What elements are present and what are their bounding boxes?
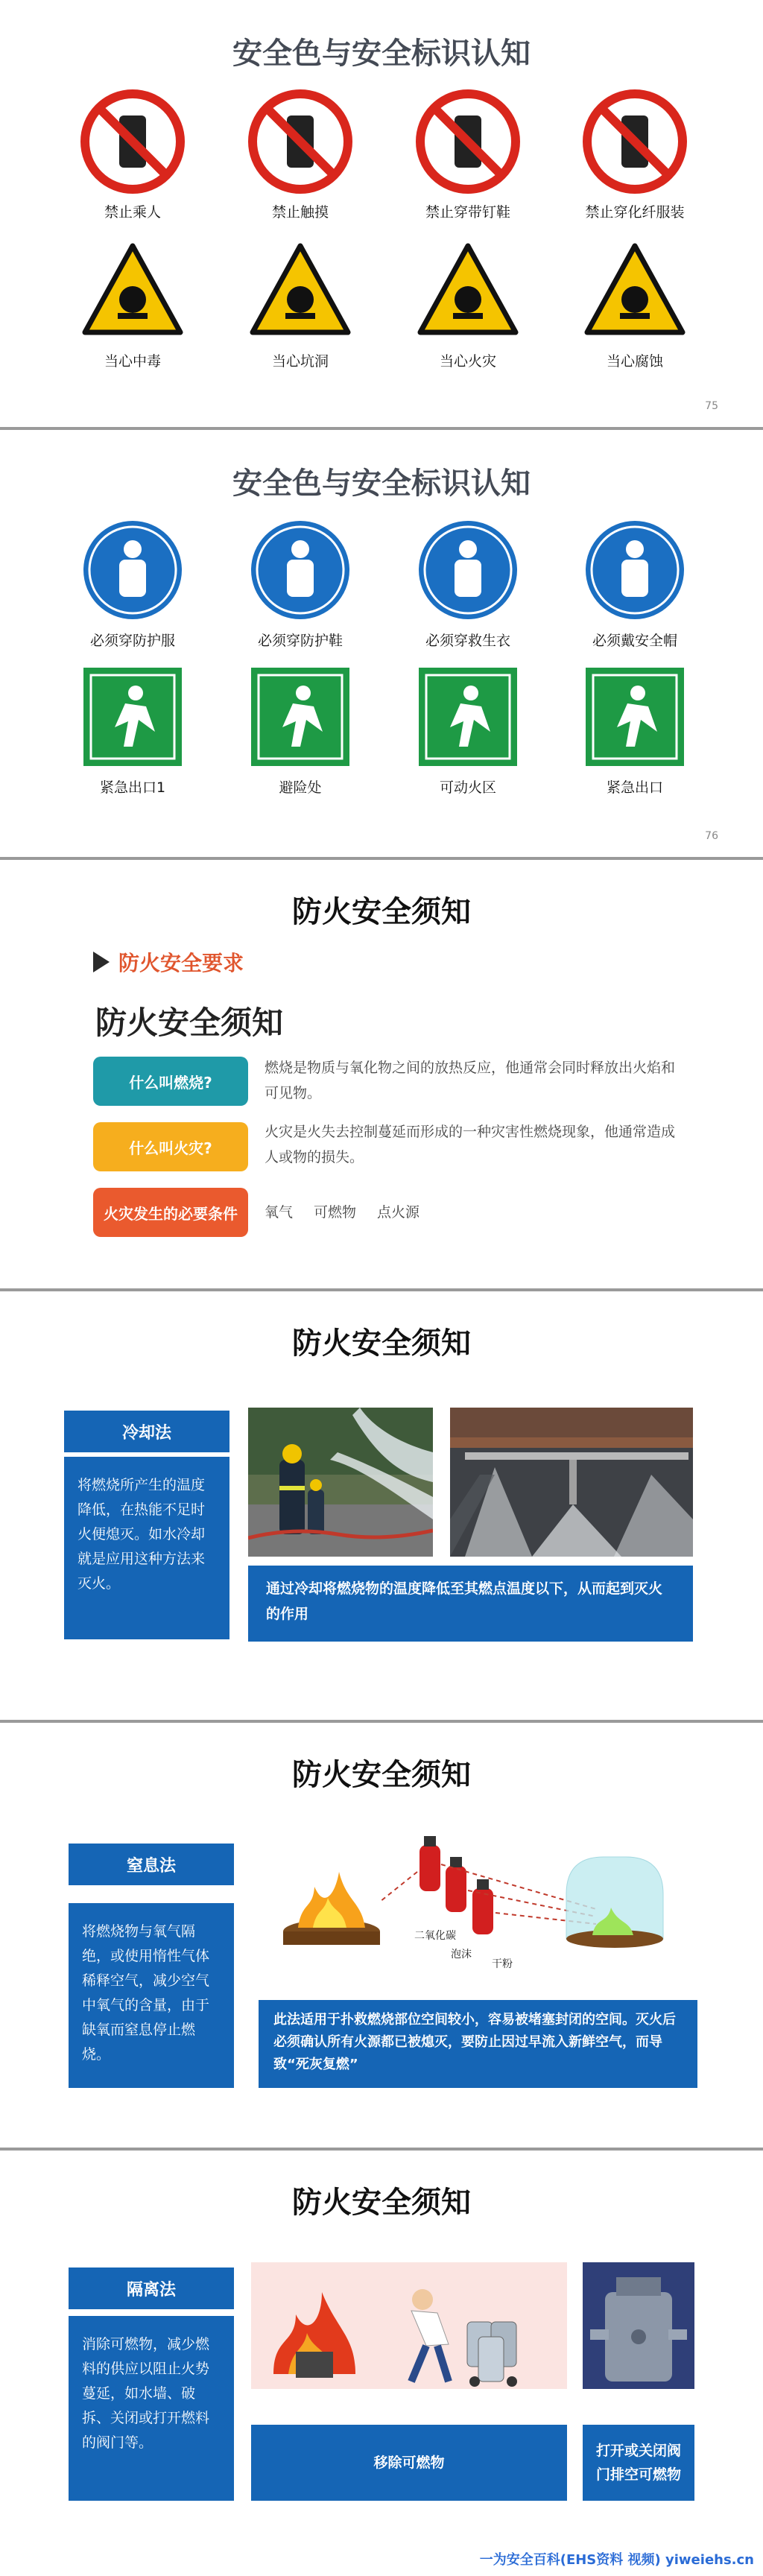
pit-warning-icon [248, 238, 352, 343]
protective-shoes-icon [248, 518, 352, 622]
label-foam: 泡沫 [451, 1949, 472, 1961]
slide-cooling-method [0, 1291, 763, 1720]
footer-site-link[interactable]: 一为安全百科(EHS资料 视频) yiweiehs.cn [479, 2552, 754, 2568]
remove-fuel-box: 移除可燃物 [251, 2425, 567, 2501]
sign-card [401, 238, 535, 370]
no-touching-icon [248, 89, 352, 194]
sign-card [66, 89, 200, 221]
label-co2: 二氧化碳 [414, 1930, 456, 1942]
page-number: 76 [705, 830, 718, 842]
slide-smothering-method [0, 1723, 763, 2148]
sign-card [568, 89, 702, 221]
no-synthetic-clothing-icon [583, 89, 687, 194]
section-heading-text: 防火安全要求 [118, 951, 244, 975]
sign-card [401, 518, 535, 650]
sign-label: 禁止触摸 [271, 204, 329, 221]
sign-card [66, 665, 200, 797]
life-jacket-icon [416, 518, 520, 622]
sign-card [233, 238, 367, 370]
sign-card [233, 89, 367, 221]
sign-label: 必须穿防护鞋 [257, 633, 343, 649]
slide-fire-basics [0, 860, 763, 1288]
condition-fuel: 可燃物 [314, 1204, 357, 1221]
emergency-exit-icon [583, 665, 687, 769]
page-number: 75 [705, 400, 718, 412]
sign-card [568, 665, 702, 797]
sign-label: 当心火灾 [439, 353, 496, 370]
slide-isolation-method [0, 2151, 763, 2576]
slide-title: 防火安全须知 [292, 2186, 471, 2220]
slide-title: 防火安全须知 [292, 895, 471, 929]
section-heading [93, 947, 244, 977]
answer-combustion: 燃烧是物质与氧化物之间的放热反应，他通常会同时释放出火焰和可见物。 [265, 1060, 676, 1101]
hot-work-area-icon [416, 665, 520, 769]
fire-warning-icon [416, 238, 520, 343]
label-dry-powder: 干粉 [492, 1958, 513, 1969]
slide-title: 安全色与安全标识认知 [232, 37, 531, 71]
triangle-bullet-icon [93, 952, 110, 972]
question-combustion: 什么叫燃烧? [93, 1057, 248, 1106]
method-label: 隔离法 [69, 2268, 234, 2309]
sign-card [401, 89, 535, 221]
refuge-icon [248, 665, 352, 769]
condition-oxygen: 氧气 [265, 1204, 294, 1221]
corrosion-warning-icon [583, 238, 687, 343]
no-spiked-shoes-icon [416, 89, 520, 194]
slide-title: 安全色与安全标识认知 [232, 466, 531, 501]
sign-card [66, 518, 200, 650]
answer-fire: 火灾是火失去控制蔓延而形成的一种灾害性燃烧现象，他通常造成人或物的损失。 [265, 1124, 676, 1165]
firefighter-photo [248, 1408, 433, 1557]
slide-safety-signs-2 [0, 430, 763, 857]
slide-title: 防火安全须知 [292, 1758, 471, 1792]
sign-label: 当心腐蚀 [606, 353, 663, 370]
smothering-diagram [268, 1820, 686, 1969]
valve-box: 打开或关闭阀门排空可燃物 [583, 2425, 694, 2501]
question-fire: 什么叫火灾? [93, 1122, 248, 1171]
sprinkler-photo [450, 1408, 693, 1557]
safety-helmet-icon [583, 518, 687, 622]
sign-card [233, 665, 367, 797]
sign-label: 避险处 [279, 779, 322, 796]
sign-label: 必须戴安全帽 [592, 633, 677, 649]
sign-card [66, 238, 200, 370]
slide-safety-signs-1 [0, 0, 763, 427]
slide-subtitle: 防火安全须知 [95, 1004, 284, 1041]
no-riding-icon [80, 89, 185, 194]
sign-label: 紧急出口 [606, 779, 663, 796]
sign-label: 禁止乘人 [104, 204, 161, 221]
emergency-exit-icon [80, 665, 185, 769]
remove-fuel-illustration [251, 2262, 567, 2389]
sign-label: 必须穿救生衣 [425, 633, 510, 649]
sign-label: 紧急出口1 [99, 779, 166, 796]
sign-label: 可动火区 [439, 779, 496, 796]
slide-title: 防火安全须知 [292, 1326, 471, 1361]
sign-card [568, 238, 702, 370]
sign-card [568, 518, 702, 650]
sign-label: 当心中毒 [104, 353, 161, 370]
method-description: 将燃烧所产生的温度降低，在热能不足时火便熄灭。如水冷却就是应用这种方法来灭火。 [64, 1457, 229, 1639]
sign-label: 禁止穿化纤服装 [585, 204, 685, 221]
method-note: 通过冷却将燃烧物的温度降低至其燃点温度以下，从而起到灭火的作用 [248, 1566, 693, 1642]
sign-card [401, 665, 535, 797]
method-note: 此法适用于扑救燃烧部位空间较小，容易被堵塞封闭的空间。灭火后必须确认所有火源都已被熄灭，要防止因过早流入新鲜空气，而导致“死灰复燃” [259, 2000, 697, 2088]
method-label: 冷却法 [64, 1411, 229, 1452]
sign-label: 当心坑洞 [271, 353, 329, 370]
sign-label: 必须穿防护服 [89, 633, 175, 649]
method-description: 将燃烧物与氧气隔绝，或使用惰性气体稀释空气，减少空气中氧气的含量，由于缺氧而窒息停止燃烧。 [69, 1903, 234, 2088]
sign-card [233, 518, 367, 650]
valve-equipment-photo [583, 2262, 694, 2389]
sign-label: 禁止穿带钉鞋 [425, 204, 510, 221]
condition-ignition: 点火源 [377, 1204, 420, 1221]
fire-conditions-label: 火灾发生的必要条件 [93, 1188, 248, 1237]
fire-conditions-list [265, 1201, 420, 1221]
protective-clothing-icon [80, 518, 185, 622]
poison-warning-icon [80, 238, 185, 343]
method-description: 消除可燃物，减少燃料的供应以阻止火势蔓延，如水墙、破拆、关闭或打开燃料的阀门等。 [69, 2316, 234, 2501]
method-label: 窒息法 [69, 1844, 234, 1885]
